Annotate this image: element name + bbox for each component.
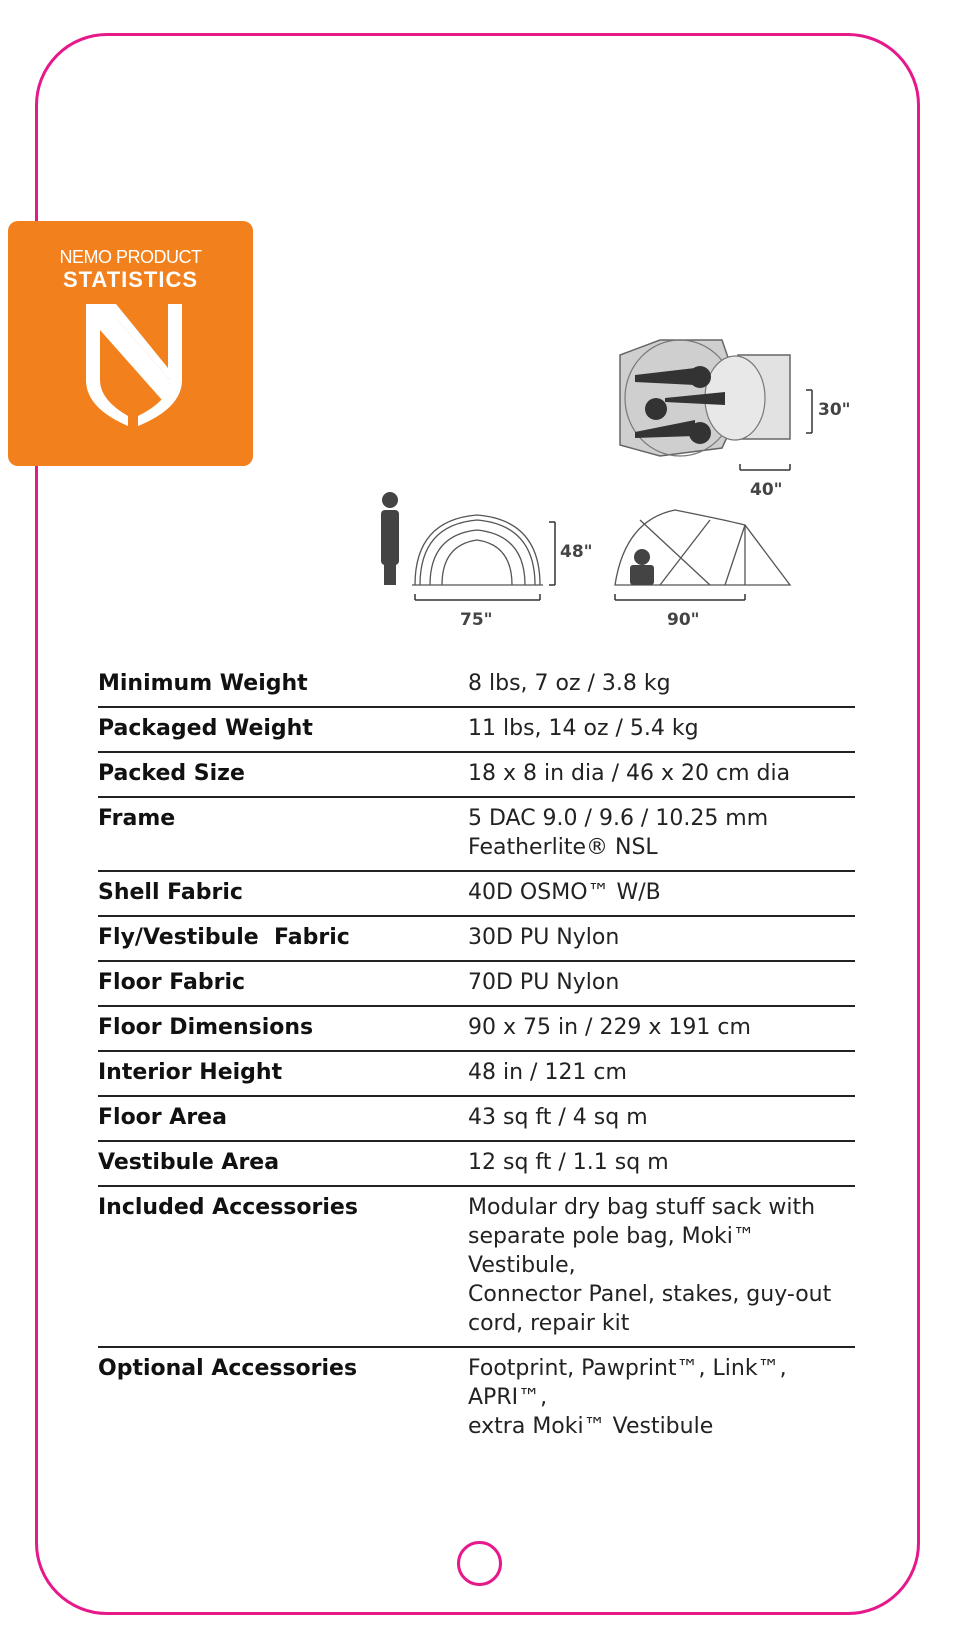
spec-row xyxy=(98,1052,855,1097)
spec-value: 18 x 8 in dia / 46 x 20 cm dia xyxy=(468,761,791,786)
spec-value: 40D OSMO™ W/B xyxy=(468,880,661,905)
spec-value-line2: extra Moki™ Vestibule xyxy=(468,1414,714,1439)
sitting-person-icon xyxy=(630,549,654,585)
spec-value-block xyxy=(468,804,855,862)
spec-value-line2: Featherlite® NSL xyxy=(468,835,658,860)
spec-label: Packaged Weight xyxy=(98,716,313,741)
home-button[interactable] xyxy=(457,1541,502,1586)
spec-value: 90 x 75 in / 229 x 191 cm xyxy=(468,1015,751,1040)
spec-label: Floor Area xyxy=(98,1105,227,1130)
badge-title-line1: NEMO PRODUCT xyxy=(59,247,202,267)
top-view-diagram xyxy=(620,340,812,470)
spec-label: Frame xyxy=(98,806,176,831)
spec-row xyxy=(98,1142,855,1187)
spec-value: 70D PU Nylon xyxy=(468,970,620,995)
front-view-diagram xyxy=(412,515,555,600)
spec-label: Included Accessories xyxy=(98,1195,358,1220)
spec-label: Shell Fabric xyxy=(98,880,243,905)
spec-value: Footprint, Pawprint™, Link™, APRI™, xyxy=(468,1356,787,1410)
spec-row xyxy=(98,1007,855,1052)
badge-title-line2: STATISTICS xyxy=(62,267,199,292)
spec-label: Fly/Vestibule Fabric xyxy=(98,925,350,950)
spec-value: 11 lbs, 14 oz / 5.4 kg xyxy=(468,716,699,741)
spec-row xyxy=(98,753,855,798)
spec-row xyxy=(98,962,855,1007)
spec-row xyxy=(98,798,855,872)
spec-value-block xyxy=(468,1354,855,1441)
spec-row xyxy=(98,1187,855,1348)
spec-table xyxy=(98,663,855,1449)
spec-value-block xyxy=(468,1193,855,1338)
spec-label: Minimum Weight xyxy=(98,671,308,696)
dim-front-width: 75" xyxy=(460,610,493,630)
spec-label: Packed Size xyxy=(98,761,245,786)
spec-value: 30D PU Nylon xyxy=(468,925,620,950)
spec-value: Modular dry bag stuff sack with xyxy=(468,1195,816,1220)
spec-row xyxy=(98,917,855,962)
spec-row xyxy=(98,1348,855,1449)
tent-diagrams xyxy=(0,0,954,640)
spec-label: Interior Height xyxy=(98,1060,283,1085)
spec-value: 43 sq ft / 4 sq m xyxy=(468,1105,648,1130)
dim-top-width: 30" xyxy=(818,400,851,420)
spec-label: Optional Accessories xyxy=(98,1356,358,1381)
spec-row xyxy=(98,872,855,917)
spec-label: Vestibule Area xyxy=(98,1150,280,1175)
spec-value-line4: cord, repair kit xyxy=(468,1311,630,1336)
spec-value-line3: Connector Panel, stakes, guy-out xyxy=(468,1282,832,1307)
dim-top-depth: 40" xyxy=(750,480,783,500)
person-silhouette-icon xyxy=(381,492,399,585)
dim-side-length: 90" xyxy=(667,610,700,630)
spec-value-line2: separate pole bag, Moki™ Vestibule, xyxy=(468,1224,755,1278)
dim-front-height: 48" xyxy=(560,542,593,562)
spec-value: 8 lbs, 7 oz / 3.8 kg xyxy=(468,671,671,696)
spec-row xyxy=(98,1097,855,1142)
spec-row xyxy=(98,708,855,753)
spec-value: 5 DAC 9.0 / 9.6 / 10.25 mm xyxy=(468,806,769,831)
spec-value: 48 in / 121 cm xyxy=(468,1060,627,1085)
spec-label: Floor Fabric xyxy=(98,970,246,995)
spec-value: 12 sq ft / 1.1 sq m xyxy=(468,1150,669,1175)
spec-label: Floor Dimensions xyxy=(98,1015,314,1040)
spec-row xyxy=(98,663,855,708)
